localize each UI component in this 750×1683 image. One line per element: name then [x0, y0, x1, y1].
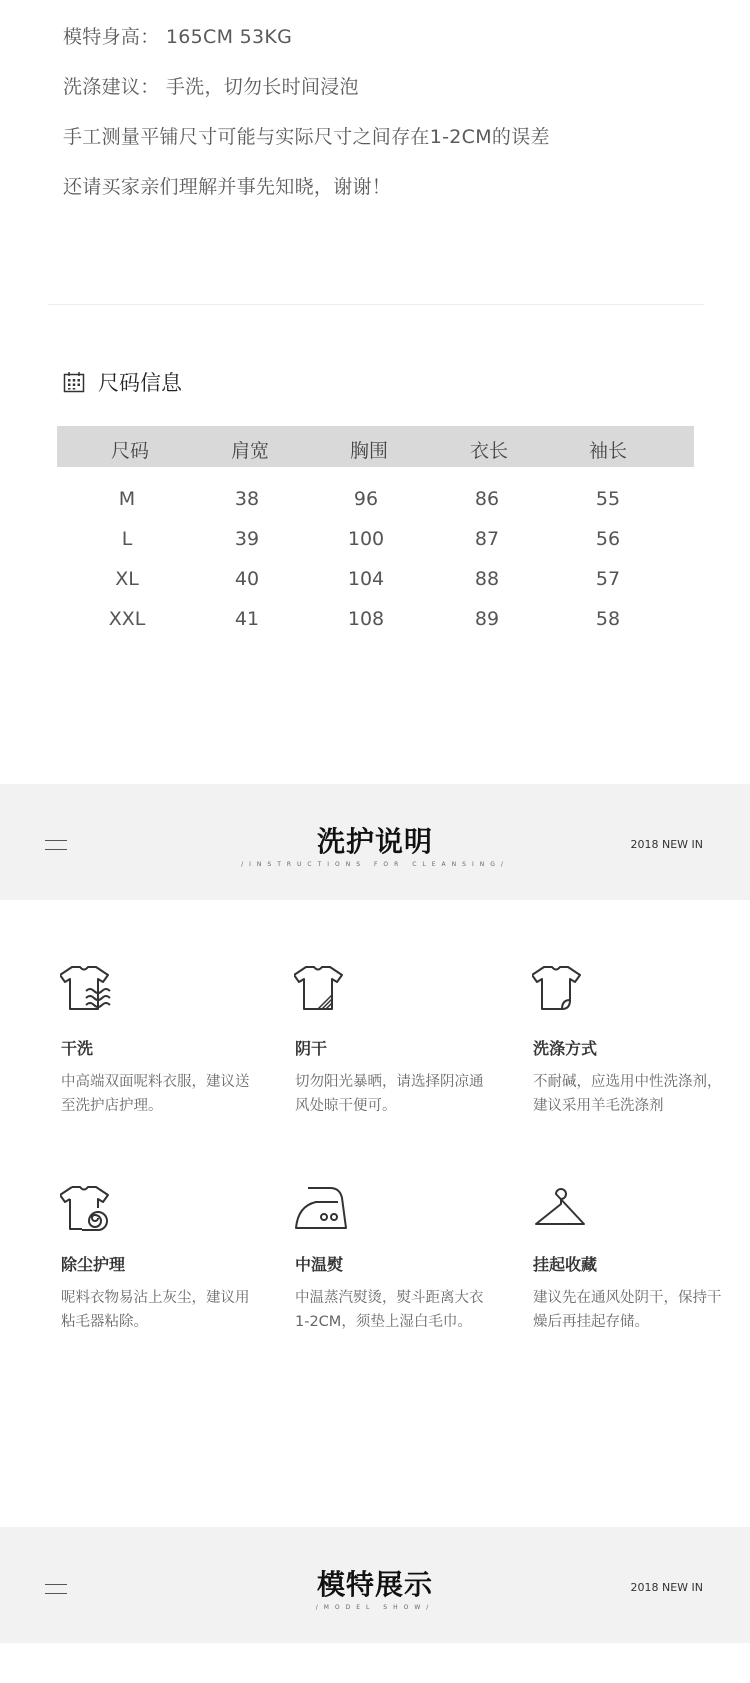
cell-chest: 108: [347, 608, 385, 630]
care-item-desc: 不耐碱，应选用中性洗涤剂，建议采用羊毛洗涤剂: [533, 1074, 722, 1114]
shirt-curl-icon: [532, 964, 588, 1012]
care-item-desc: 呢料衣物易沾上灰尘，建议用粘毛器粘除。: [61, 1290, 250, 1330]
care-item-wash-method: [532, 964, 722, 1134]
model-section-banner: [0, 1527, 750, 1643]
care-item-name: 挂起收藏: [533, 1255, 598, 1274]
header-chest: 胸围: [349, 440, 388, 462]
size-table-header: [57, 426, 694, 467]
care-section-banner: [0, 784, 750, 900]
iron-icon: [294, 1184, 350, 1232]
care-item-name: 干洗: [61, 1039, 94, 1058]
care-item-name: 洗涤方式: [533, 1039, 598, 1058]
size-section-heading: [63, 368, 182, 396]
cell-sleeve: 57: [595, 568, 621, 590]
care-item-name: 中温熨: [295, 1255, 344, 1274]
care-item-dry-clean: [60, 964, 250, 1134]
cell-chest: 100: [347, 528, 385, 550]
new-in-tag: 2018 NEW IN: [630, 838, 703, 851]
section-divider: [48, 304, 704, 305]
cell-shoulder: 39: [234, 528, 260, 550]
care-item-iron: [294, 1184, 484, 1354]
care-item-desc: 中温蒸汽熨烫，熨斗距离大衣1-2CM，须垫上湿白毛巾。: [295, 1290, 484, 1330]
thanks-note: 还请买家亲们理解并事先知晓，谢谢！: [63, 176, 392, 198]
cell-shoulder: 41: [234, 608, 260, 630]
new-in-tag: 2018 NEW IN: [630, 1581, 703, 1594]
cell-shoulder: 38: [234, 488, 260, 510]
model-section-title: 模特展示: [316, 1568, 433, 1601]
cell-length: 86: [474, 488, 500, 510]
table-row: [57, 520, 694, 560]
header-length: 衣长: [469, 440, 508, 462]
cell-length: 87: [474, 528, 500, 550]
table-row: [57, 560, 694, 600]
cell-sleeve: 55: [595, 488, 621, 510]
cell-size: M: [118, 488, 136, 510]
shirt-shade-icon: [294, 964, 350, 1012]
cell-size: XL: [115, 568, 139, 590]
cell-chest: 96: [353, 488, 379, 510]
cell-length: 89: [474, 608, 500, 630]
calendar-grid-icon: [63, 371, 85, 393]
header-shoulder: 肩宽: [230, 440, 269, 462]
care-item-name: 除尘护理: [61, 1255, 126, 1274]
cell-sleeve: 56: [595, 528, 621, 550]
cell-sleeve: 58: [595, 608, 621, 630]
care-item-dust-care: [60, 1184, 250, 1354]
shirt-spiral-icon: [60, 1184, 116, 1232]
shirt-water-icon: [60, 964, 116, 1012]
wash-advice: 洗涤建议： 手洗，切勿长时间浸泡: [63, 76, 359, 98]
care-section-title: 洗护说明: [316, 825, 433, 858]
cell-length: 88: [474, 568, 500, 590]
table-row: [57, 480, 694, 520]
care-item-hang-store: [532, 1184, 722, 1354]
model-info: 模特身高： 165CM 53KG: [63, 26, 293, 48]
header-sleeve: 袖长: [588, 440, 627, 462]
care-item-shade-dry: [294, 964, 484, 1134]
care-section-subtitle: /INSTRUCTIONS FOR CLEANSING/: [241, 861, 509, 868]
care-item-desc: 中高端双面呢料衣服，建议送至洗护店护理。: [61, 1074, 250, 1114]
care-item-desc: 切勿阳光暴晒，请选择阴凉通风处晾干便可。: [295, 1074, 484, 1114]
cell-chest: 104: [347, 568, 385, 590]
care-item-desc: 建议先在通风处阴干，保持干燥后再挂起存储。: [533, 1290, 722, 1330]
cell-size: L: [121, 528, 133, 550]
measure-note: 手工测量平铺尺寸可能与实际尺寸之间存在1-2CM的误差: [63, 126, 550, 148]
size-section-title: 尺码信息: [98, 371, 182, 395]
cell-size: XXL: [108, 608, 146, 630]
care-item-name: 阴干: [295, 1039, 328, 1058]
model-section-subtitle: /MODEL SHOW/: [315, 1604, 435, 1611]
cell-shoulder: 40: [234, 568, 260, 590]
table-row: [57, 600, 694, 640]
hanger-icon: [532, 1184, 588, 1232]
header-size: 尺码: [110, 440, 149, 462]
